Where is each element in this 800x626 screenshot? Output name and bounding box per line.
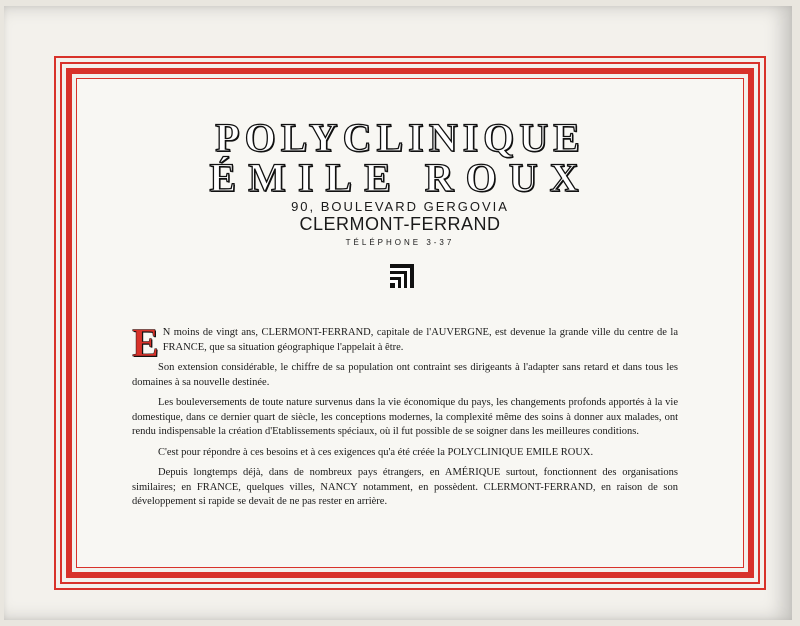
- paragraph-2: Son extension considérable, le chiffre de sa population ont contraint ses dirigeants à l'adapter sans retard et dans tous les domaines à sa nouvelle destinée.: [132, 362, 678, 388]
- emblem-icon: [390, 264, 414, 288]
- phone-number: TÉLÉPHONE 3-37: [345, 238, 455, 247]
- title-line-2: ÉMILE ROUX: [209, 155, 591, 200]
- body-text: [132, 320, 678, 516]
- title-line-1: POLYCLINIQUE: [215, 115, 585, 160]
- page: [4, 6, 792, 620]
- address-city: CLERMONT-FERRAND: [299, 214, 501, 234]
- paragraph-1: [132, 320, 678, 365]
- paragraph-1-text: N moins de vingt ans, CLERMONT-FERRAND, capitale de l'AUVERGNE, est devenue la grande ville du centre de la FRANCE, que sa situation géographique l'appelait à être.: [162, 327, 678, 353]
- drop-cap: E: [132, 320, 159, 365]
- address-street: 90, BOULEVARD GERGOVIA: [291, 199, 509, 214]
- paragraph-5: Depuis longtemps déjà, dans de nombreux pays étrangers, en AMÉRIQUE surtout, fonctionnent des organisations similaires; en FRANCE, quelques villes, NANCY notamment, en possèdent. CLERMONT-FERRAND, en raison de son développement si rapide se devait de ne pas rester en arrière.: [132, 467, 678, 507]
- paragraph-4: C'est pour répondre à ces besoins et à ces exigences qu'a été créée la POLYCLINIQUE EMILE ROUX.: [158, 446, 594, 458]
- paragraph-3: Les bouleversements de toute nature survenus dans la vie économique du pays, les changements profonds apportés à la vie domestique, dans ce dernier quart de siècle, les conceptions modernes, la complexité même des soins à donner aux malades, ont rendu indispensable la création d'Etablissements spéciaux, où il fut possible de se soigner dans les meilleures conditions.: [132, 397, 678, 437]
